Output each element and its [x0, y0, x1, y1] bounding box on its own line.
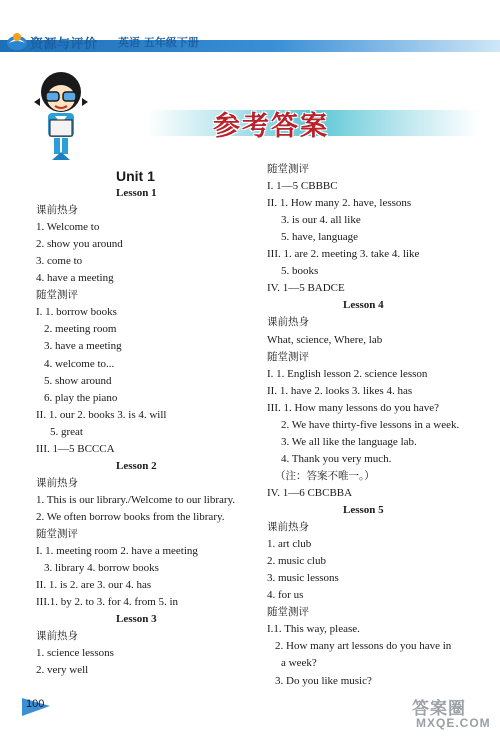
- answer-line: II. 1. our 2. books 3. is 4. will: [36, 408, 167, 421]
- answer-line: 3. We all like the language lab.: [281, 435, 417, 448]
- section-label: 随堂测评: [267, 350, 309, 363]
- lesson-heading: Lesson 1: [116, 187, 157, 199]
- section-label: 随堂测评: [36, 528, 78, 540]
- section-label: 课前热身: [267, 521, 309, 534]
- answer-line: IV. 1—6 CBCBBA: [267, 486, 353, 499]
- answer-line: 1. art club: [267, 538, 312, 551]
- answer-line: 2. How many art lessons do you have in: [275, 640, 452, 653]
- section-label: 随堂测评: [267, 163, 309, 175]
- answer-line: III. 1. How many lessons do you have?: [267, 401, 439, 414]
- answer-line: III. 1—5 BCCCA: [36, 442, 115, 455]
- section-label: 随堂测评: [267, 606, 309, 619]
- section-label: 课前热身: [36, 630, 78, 643]
- answer-line: 4. Thank you very much.: [281, 452, 392, 465]
- answer-line: I. 1. meeting room 2. have a meeting: [36, 545, 198, 558]
- watermark: [412, 694, 494, 734]
- lesson-heading: Lesson 4: [343, 299, 384, 312]
- answer-line: 5. have, language: [281, 231, 358, 244]
- answer-line: 2. We have thirty-five lessons in a week.: [281, 418, 460, 431]
- answer-line: 3. Do you like music?: [275, 674, 372, 687]
- answer-line: II. 1. is 2. are 3. our 4. has: [36, 579, 152, 592]
- answer-line: a week?: [281, 657, 317, 670]
- answer-line: II. 1. have 2. looks 3. likes 4. has: [267, 384, 413, 397]
- section-label: （注：答案不唯一。）: [275, 469, 375, 482]
- answer-line: 2. show you around: [36, 238, 123, 251]
- page-number: 100: [26, 698, 45, 710]
- answer-line: I. 1. English lesson 2. science lesson: [267, 367, 428, 380]
- answer-line: III.1. by 2. to 3. for 4. from 5. in: [36, 596, 179, 609]
- mascot-illustration-icon: [30, 68, 92, 166]
- watermark-bottom: MXQE.COM: [416, 716, 491, 730]
- watermark-top: 答案圈: [412, 699, 466, 719]
- header-title: 资源与评价: [30, 37, 98, 52]
- answer-line: 2. We often borrow books from the library.: [36, 510, 225, 523]
- answer-line: 3. is our 4. all like: [281, 214, 361, 227]
- answer-line: 3. come to: [36, 255, 83, 268]
- section-label: 课前热身: [36, 476, 78, 489]
- answer-line: III. 1. are 2. meeting 3. take 4. like: [267, 248, 420, 261]
- answer-line: 6. play the piano: [44, 391, 118, 404]
- answer-line: 3. library 4. borrow books: [44, 562, 159, 575]
- answer-line: II. 1. How many 2. have, lessons: [267, 197, 412, 210]
- answer-line: 2. very well: [36, 664, 89, 677]
- answer-line: 5. books: [281, 265, 319, 278]
- banner-title: 参考答案: [213, 111, 329, 142]
- unit-title: Unit 1: [116, 168, 155, 184]
- answer-line: 5. show around: [44, 374, 112, 387]
- lesson-heading: Lesson 3: [116, 613, 157, 626]
- answer-line: 5. great: [50, 425, 83, 438]
- answer-line: What, science, Where, lab: [267, 333, 383, 346]
- answer-line: I. 1—5 CBBBC: [267, 180, 338, 193]
- page-header: [0, 30, 500, 56]
- answer-line: 3. have a meeting: [44, 340, 122, 353]
- section-label: 课前热身: [36, 204, 78, 217]
- answer-line: I. 1. borrow books: [36, 306, 117, 319]
- answer-line: 1. This is our library./Welcome to our library.: [36, 493, 236, 506]
- section-label: 随堂测评: [36, 289, 78, 302]
- lesson-heading: Lesson 2: [116, 459, 157, 472]
- answer-line: 2. meeting room: [44, 323, 117, 336]
- answer-line: 4. welcome to...: [44, 357, 115, 370]
- answer-line: I.1. This way, please.: [267, 623, 360, 636]
- answer-key-banner: [147, 104, 479, 142]
- book-logo-icon: [6, 30, 28, 52]
- section-label: 课前热身: [267, 316, 309, 329]
- answer-line: 4. for us: [267, 589, 304, 602]
- header-subtitle: 英语 五年级下册: [118, 36, 199, 49]
- lesson-heading: Lesson 5: [343, 504, 384, 516]
- answer-line: 2. music club: [267, 555, 326, 568]
- answer-line: IV. 1—5 BADCE: [267, 282, 345, 295]
- answer-line: 4. have a meeting: [36, 272, 114, 285]
- answer-line: 1. Welcome to: [36, 221, 100, 234]
- answer-line: 1. science lessons: [36, 647, 114, 660]
- answer-line: 3. music lessons: [267, 572, 339, 585]
